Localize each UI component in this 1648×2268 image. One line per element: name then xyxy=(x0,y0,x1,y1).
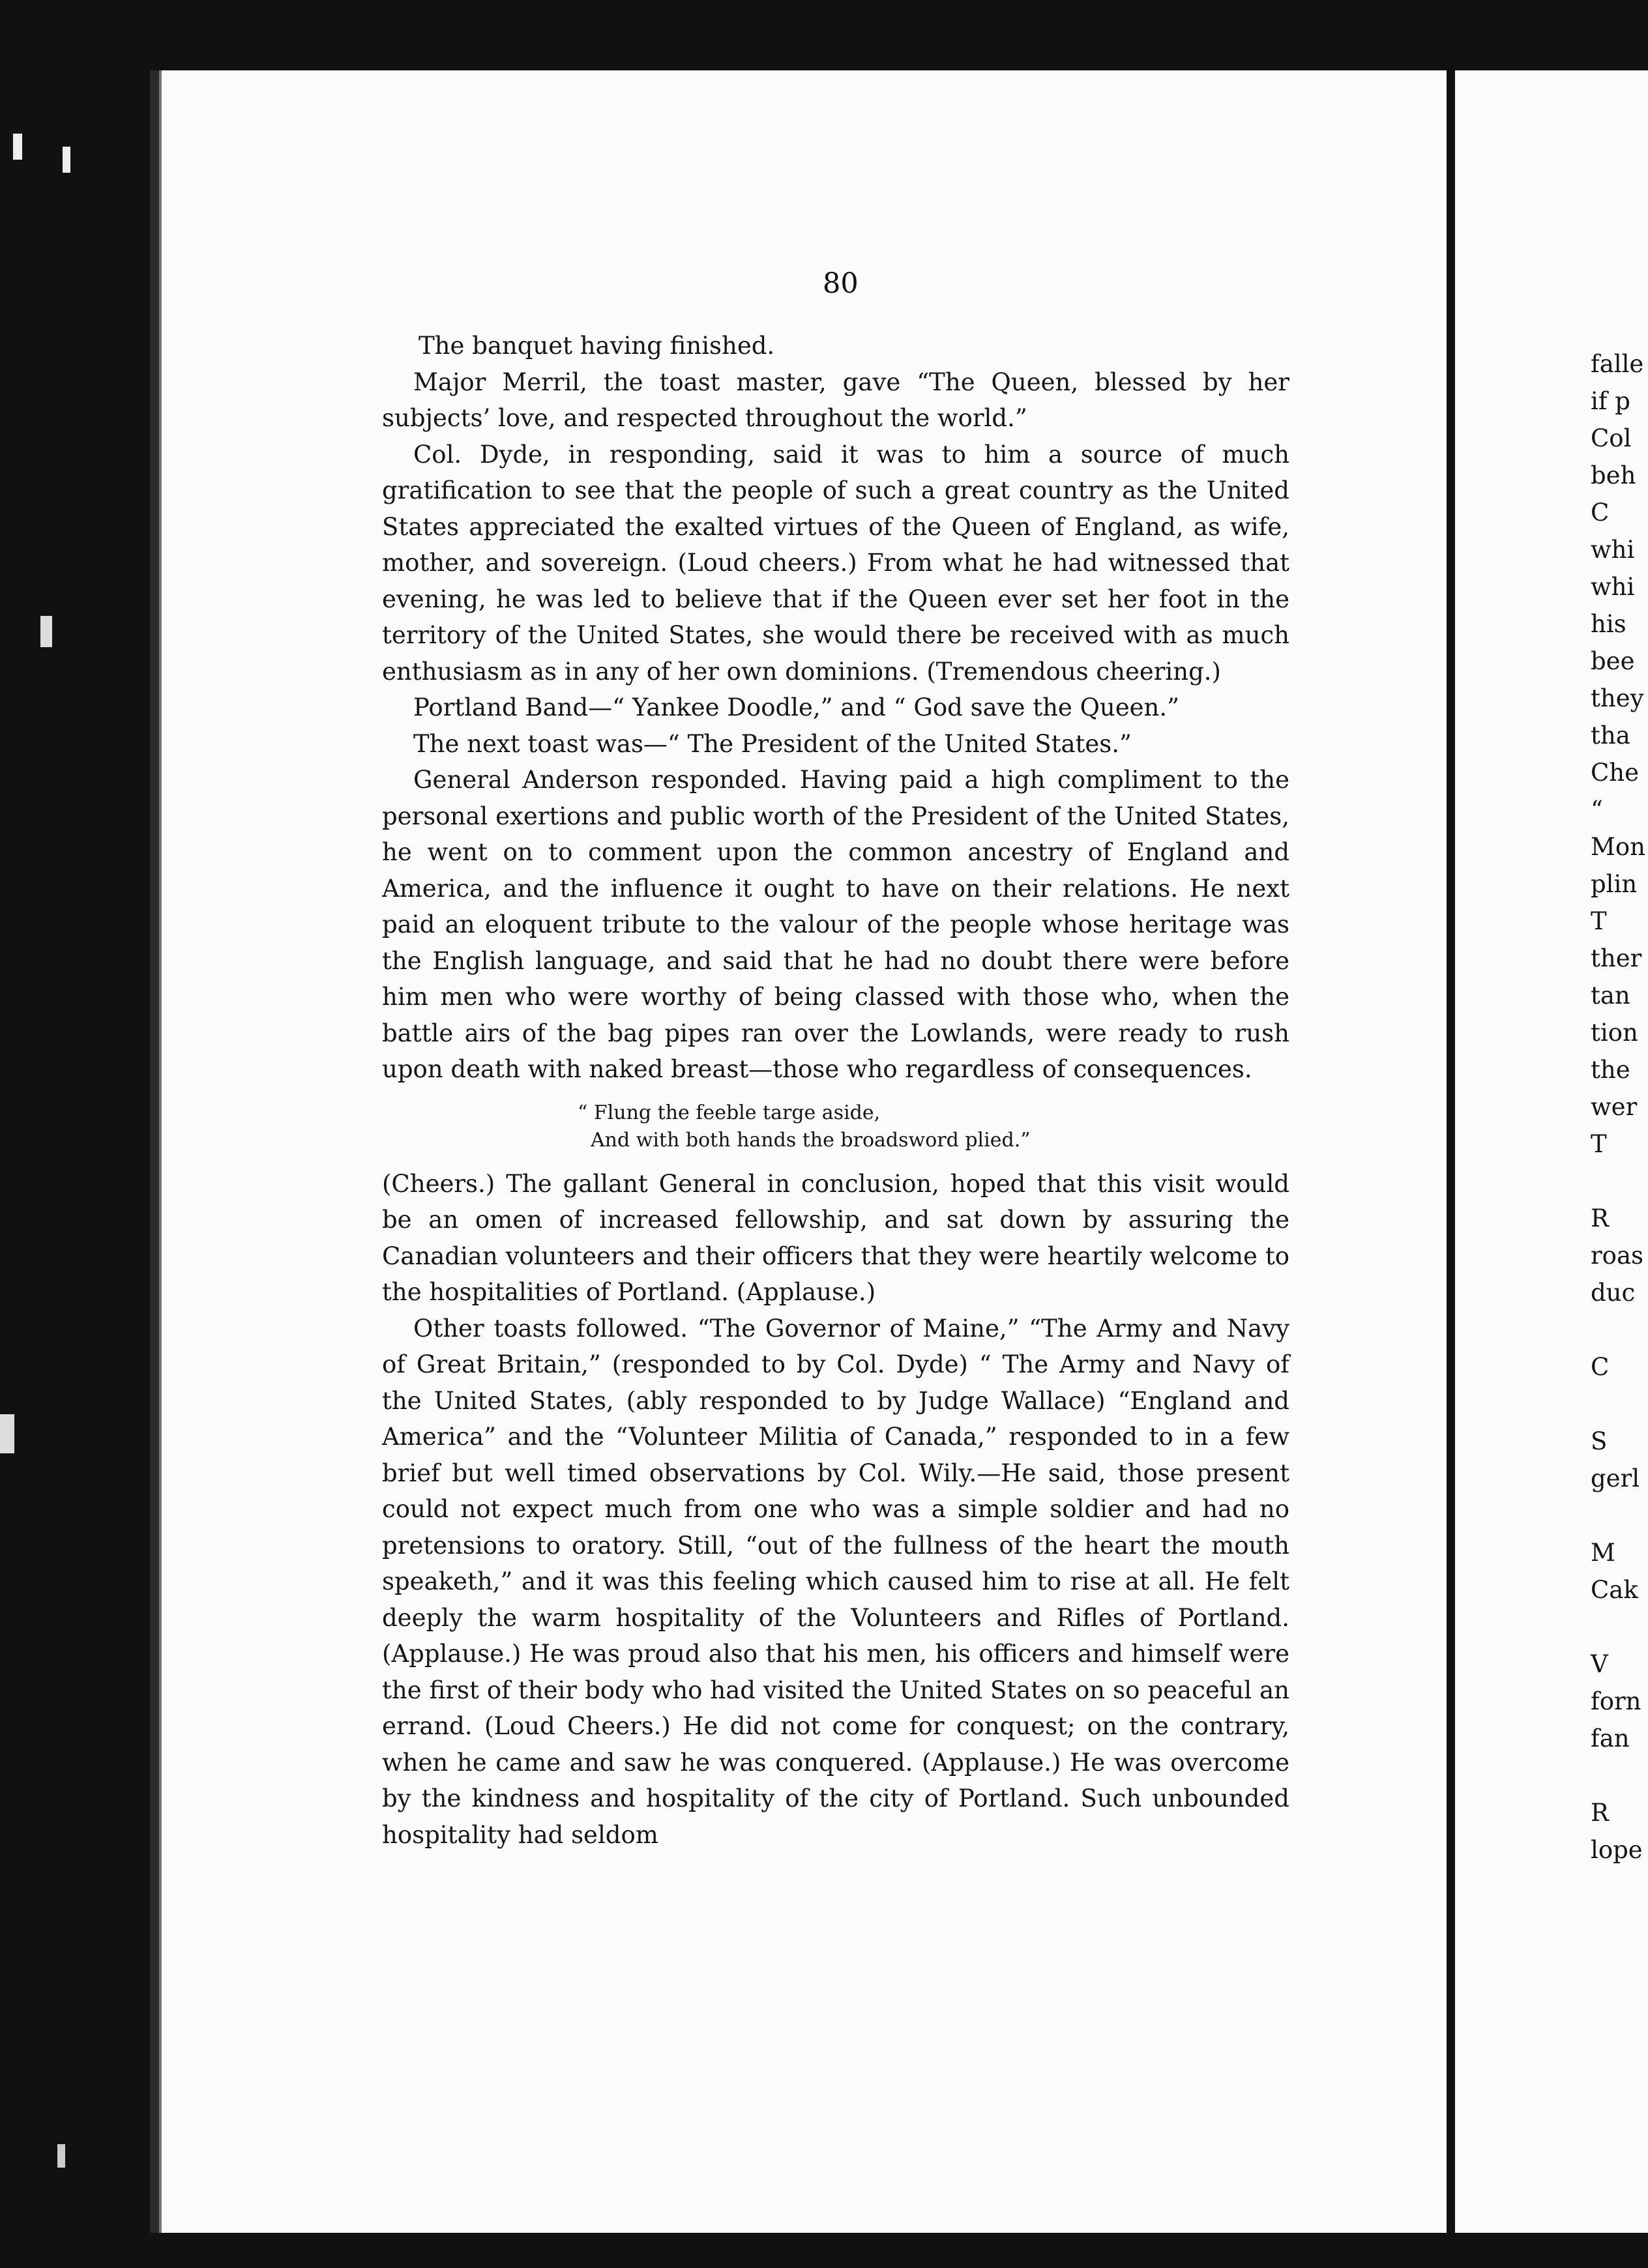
right-page-fragment xyxy=(1591,1386,1648,1423)
right-page-fragment: gerl xyxy=(1591,1464,1640,1492)
right-page-fragment: Col xyxy=(1591,424,1632,452)
right-page-fragment: plin xyxy=(1591,870,1638,898)
right-page-fragment xyxy=(1591,1757,1648,1794)
paragraph: Portland Band—“ Yankee Doodle,” and “ God save the Queen.” xyxy=(413,693,1180,721)
verse-quote xyxy=(578,1099,1289,1154)
page-number: 80 xyxy=(823,267,859,300)
right-page-fragment xyxy=(1591,1163,1648,1200)
right-page-fragment: if p xyxy=(1591,387,1630,415)
right-page-fragment: wer xyxy=(1591,1093,1638,1121)
right-page-fragment xyxy=(1591,1311,1648,1348)
right-page-fragment: the xyxy=(1591,1056,1630,1084)
right-page-fragment: whi xyxy=(1591,536,1635,564)
paragraph: Other toasts followed. “The Governor of Maine,” “The Army and Navy of Great Britain,” (responded to by Col. Dyde) “ The Army and Navy of the United States, (ably responded to by Judge Wallace) “England and America” and the “Volunteer Militia of Canada,” responded to in a few brief but well timed observations by Col. Wily.—He said, those present could not expect much from one who was a simple soldier and had no pretensions to oratory. Still, “out of the fullness of the heart the mouth speaketh,” and it was this feeling which caused him to rise at all. He felt deeply the warm hospitality of the Volunteers and Rifles of Portland. (Applause.) He was proud also that his men, his officers and himself were the first of their body who had visited the United States on so peaceful an errand. (Loud Cheers.) He did not come for conquest; on the contrary, when he came and saw he was conquered. (Applause.) He was overcome by the kindness and hospitality of the city of Portland. Such unbounded hospitality had seldom xyxy=(382,1314,1289,1849)
right-page-fragment: bee xyxy=(1591,647,1635,675)
right-page-fragment: T xyxy=(1591,1130,1607,1158)
right-page-fragment: Che xyxy=(1591,759,1640,787)
right-page-fragment: lope xyxy=(1591,1836,1643,1864)
right-page-fragment: fan xyxy=(1591,1724,1630,1752)
right-page-fragment: roas xyxy=(1591,1242,1644,1270)
right-page-fragment: tion xyxy=(1591,1019,1638,1047)
right-page-fragment xyxy=(1591,1497,1648,1534)
right-page-fragment: falle xyxy=(1591,350,1644,378)
right-page-fragment: forn xyxy=(1591,1687,1641,1715)
right-page-fragment: duc xyxy=(1591,1279,1636,1307)
paragraph: Major Merril, the toast master, gave “The Queen, blessed by her subjects’ love, and respected throughout the world.” xyxy=(382,368,1289,432)
right-page-fragment: C xyxy=(1591,499,1610,527)
right-page-fragment: whi xyxy=(1591,573,1635,601)
right-page-fragment: C xyxy=(1591,1353,1610,1381)
paragraph: The banquet having finished. xyxy=(419,332,775,360)
right-page-fragment: R xyxy=(1591,1204,1609,1232)
paragraph: Col. Dyde, in responding, said it was to him a source of much gratification to see that the people of such a great country as the United States appreciated the exalted virtues of the Queen of England, as wife, mother, and sovereign. (Loud cheers.) From what he had witnessed that evening, he was led to believe that if the Queen ever set her foot in the territory of the United States, she would there be received with as much enthusiasm as in any of her own dominions. (Tremendous cheering.) xyxy=(382,440,1289,686)
right-page-fragment: tan xyxy=(1591,981,1630,1010)
right-page-fragment: “ xyxy=(1591,796,1603,824)
right-page-fragment: Mon xyxy=(1591,833,1645,861)
paragraph: The next toast was—“ The President of the United States.” xyxy=(413,729,1132,758)
right-page-fragment: they xyxy=(1591,684,1644,712)
right-page-fragment: M xyxy=(1591,1539,1615,1567)
paragraph: General Anderson responded. Having paid a high compliment to the personal exertions and public worth of the President of the United States, he went on to comment upon the common ancestry of England and America, and the influence it ought to have on their relations. He next paid an eloquent tribute to the valour of the people whose heritage was the English language, and said that he had no doubt there were before him men who were worthy of being classed with those who, when the battle airs of the bag pipes ran over the Lowlands, were ready to rush upon death with naked breast—those who regardless of consequences. xyxy=(382,766,1289,1083)
right-page-fragment xyxy=(1591,1608,1648,1646)
right-page-text xyxy=(1591,345,1648,1868)
verse-line: And with both hands the broadsword plied.” xyxy=(591,1128,1031,1152)
paragraph: (Cheers.) The gallant General in conclusion, hoped that this visit would be an omen of increased fellowship, and sat down by assuring the Canadian volunteers and their officers that they were heartily welcome to the hospitalities of Portland. (Applause.) xyxy=(382,1169,1289,1306)
verse-line: “ Flung the feeble targe aside, xyxy=(578,1101,881,1124)
right-page-fragment: beh xyxy=(1591,461,1636,489)
right-page-fragment: V xyxy=(1591,1650,1608,1678)
body-text xyxy=(382,328,1289,1853)
right-page-fragment: S xyxy=(1591,1427,1608,1455)
right-page-fragment: ther xyxy=(1591,944,1642,972)
right-page-fragment: Cak xyxy=(1591,1576,1638,1604)
right-page-fragment: R xyxy=(1591,1799,1609,1827)
right-page-fragment: tha xyxy=(1591,721,1630,749)
right-page-fragment: T xyxy=(1591,907,1607,935)
right-page-fragment: his xyxy=(1591,610,1626,638)
